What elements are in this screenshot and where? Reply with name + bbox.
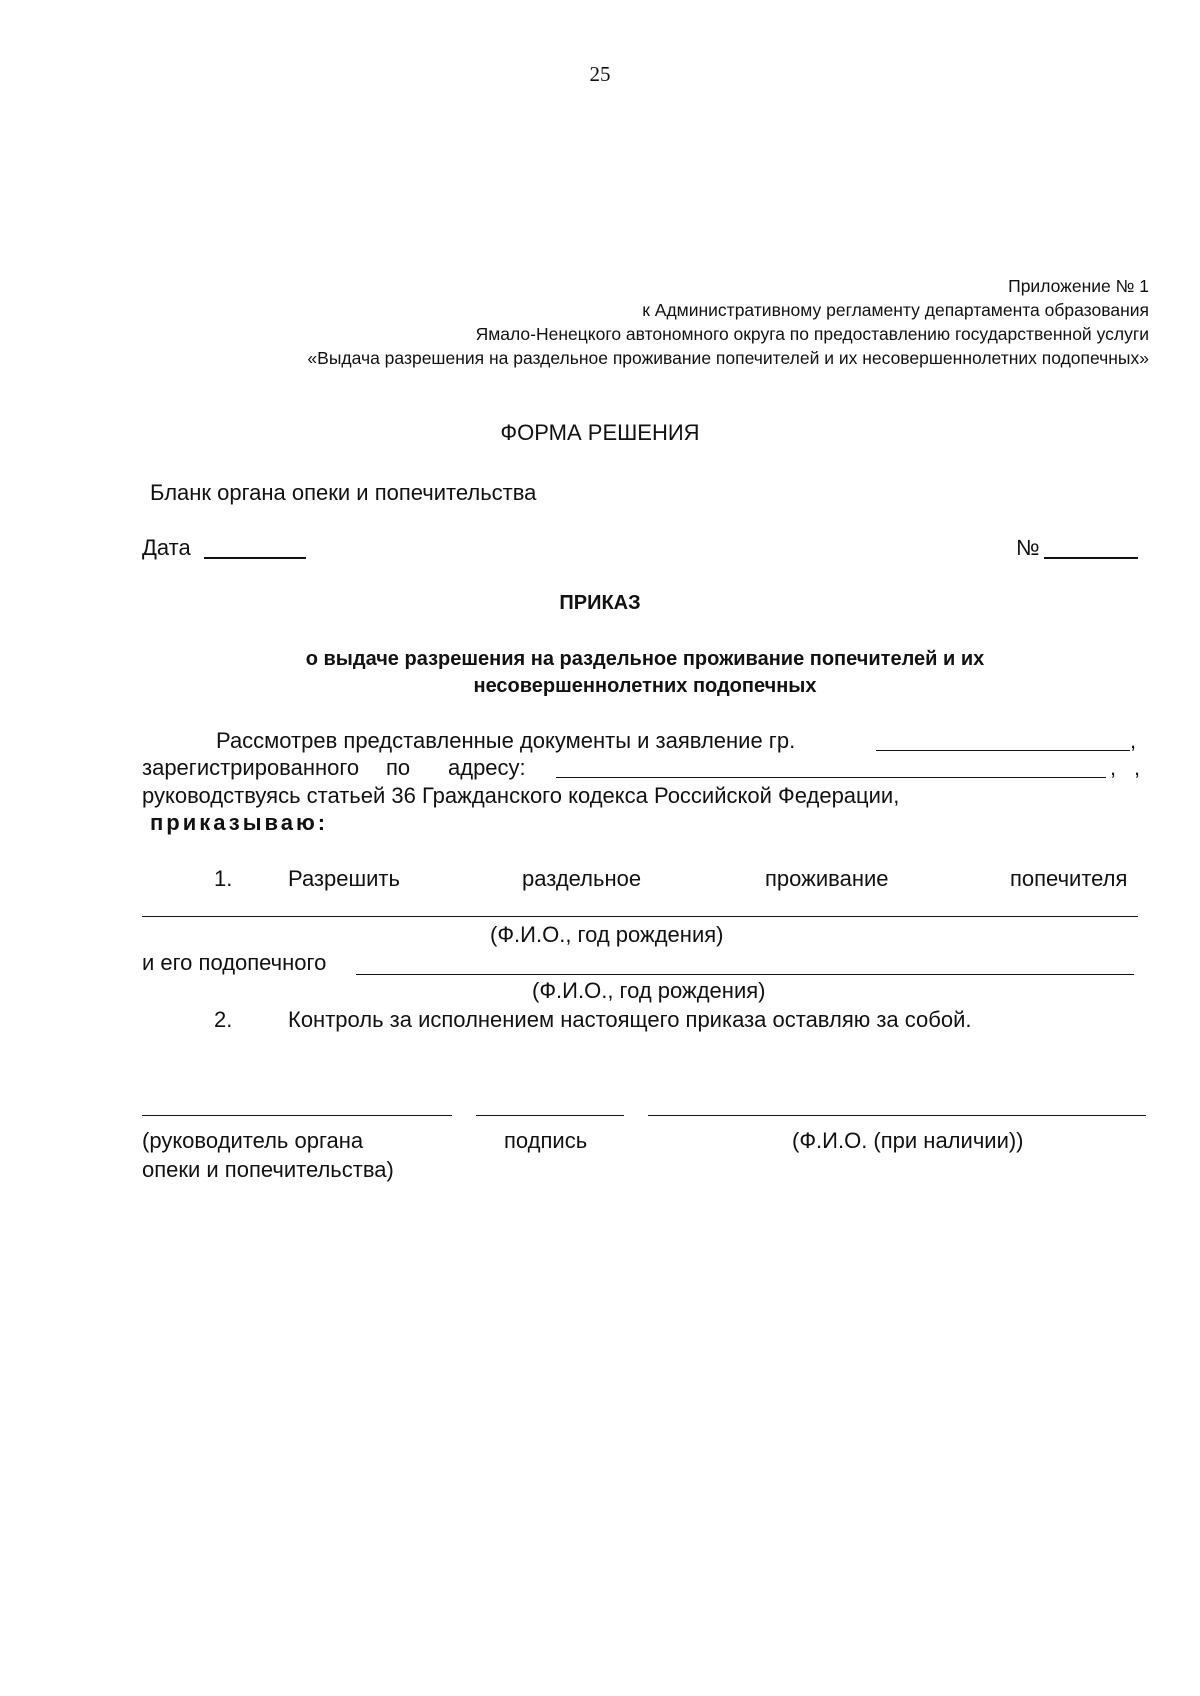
blank-label: Бланк органа опеки и попечительства xyxy=(150,480,537,505)
item-1-word-2: раздельное xyxy=(522,866,642,891)
address-line xyxy=(556,777,1106,778)
item-1-word-4: попечителя xyxy=(1010,866,1128,891)
body-line-2-comma-2: , xyxy=(1134,755,1141,780)
date-field-line xyxy=(204,557,306,559)
body-line-2-word-1: зарегистрированного xyxy=(142,755,360,780)
sign-label: подпись xyxy=(504,1128,588,1153)
item-1-word-3: проживание xyxy=(765,866,889,891)
head-label-line-2: опеки и попечительства) xyxy=(142,1157,394,1182)
signature-line xyxy=(476,1115,624,1116)
order-title: ПРИКАЗ xyxy=(559,592,641,614)
ward-caption: (Ф.И.О., год рождения) xyxy=(532,978,766,1003)
page-number: 25 xyxy=(589,62,611,86)
body-line-1: Рассмотрев представленные документы и заявление гр. xyxy=(216,728,796,753)
item-2-number: 2. xyxy=(214,1007,233,1032)
number-label: № xyxy=(1016,535,1040,560)
head-signature-line xyxy=(142,1115,452,1116)
name-signature-line xyxy=(648,1115,1146,1116)
guardian-name-line xyxy=(142,916,1138,917)
body-line-2-word-2: по xyxy=(386,755,411,780)
guardian-caption: (Ф.И.О., год рождения) xyxy=(490,922,724,947)
order-subtitle-line-2: несовершеннолетних подопечных xyxy=(473,675,817,697)
ward-name-line xyxy=(356,974,1134,975)
body-line-1-comma: , xyxy=(1130,728,1137,753)
number-field-line xyxy=(1044,557,1138,559)
name-label: (Ф.И.О. (при наличии)) xyxy=(792,1128,1024,1153)
applicant-name-line xyxy=(876,750,1130,751)
form-title: ФОРМА РЕШЕНИЯ xyxy=(500,420,700,445)
body-line-2-comma-1: , xyxy=(1110,755,1117,780)
head-label-line-1: (руководитель органа xyxy=(142,1128,364,1153)
body-line-3: руководствуясь статьей 36 Гражданского кодекса Российской Федерации, xyxy=(142,783,900,808)
item-1-number: 1. xyxy=(214,866,233,891)
order-subtitle-line-1: о выдаче разрешения на раздельное проживание попечителей и их xyxy=(305,648,985,670)
ward-label: и его подопечного xyxy=(142,950,327,975)
item-1-word-1: Разрешить xyxy=(288,866,400,891)
order-subtitle xyxy=(150,646,1140,700)
appendix-line-4: «Выдача разрешения на раздельное проживание попечителей и их несовершеннолетних подопечных» xyxy=(307,348,1149,368)
appendix-line-2: к Административному регламенту департамента образования xyxy=(642,300,1149,320)
decree-word: приказываю: xyxy=(150,810,329,835)
date-label: Дата xyxy=(142,535,191,560)
body-line-2-word-3: адресу: xyxy=(448,755,526,780)
appendix-line-1: Приложение № 1 xyxy=(1008,276,1149,296)
appendix-header xyxy=(307,274,1149,370)
appendix-line-3: Ямало-Ненецкого автономного округа по предоставлению государственной услуги xyxy=(475,324,1149,344)
item-2-text: Контроль за исполнением настоящего приказа оставляю за собой. xyxy=(288,1007,972,1032)
